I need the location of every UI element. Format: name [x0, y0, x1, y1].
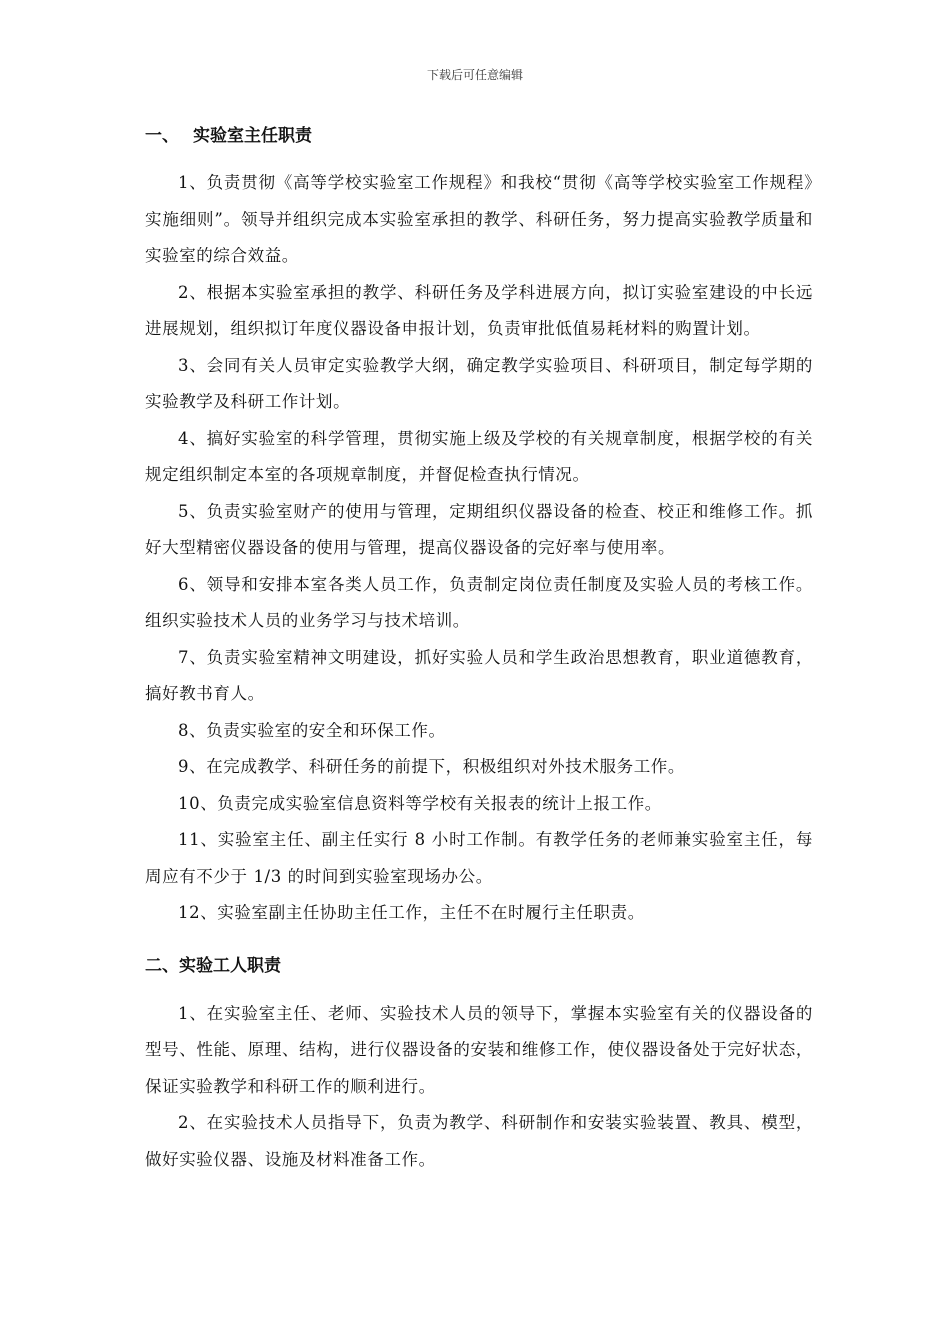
- paragraph: 2、在实验技术人员指导下，负责为教学、科研制作和安装实验装置、教具、模型，做好实验仪器、设施及材料准备工作。: [145, 1113, 813, 1169]
- section-title: 实验室主任职责: [193, 126, 312, 146]
- section-2-body: [145, 996, 813, 1179]
- section-number: 一、: [145, 126, 179, 146]
- section-title: 实验工人职责: [179, 955, 281, 976]
- paragraph: 11、实验室主任、副主任实行 8 小时工作制。有教学任务的老师兼实验室主任，每周应有不少于 1/3 的时间到实验室现场办公。: [145, 830, 813, 886]
- paragraph: 5、负责实验室财产的使用与管理，定期组织仪器设备的检查、校正和维修工作。抓好大型精密仪器设备的使用与管理，提高仪器设备的完好率与使用率。: [145, 501, 813, 557]
- document-body: [145, 118, 813, 1178]
- paragraph: 12、实验室副主任协助主任工作，主任不在时履行主任职责。: [178, 903, 645, 922]
- paragraph: 1、负责贯彻《高等学校实验室工作规程》和我校“贯彻《高等学校实验室工作规程》实施细则”。领导并组织完成本实验室承担的教学、科研任务，努力提高实验教学质量和实验室的综合效益。: [145, 173, 813, 265]
- section-1-body: [145, 165, 813, 932]
- paragraph: 9、在完成教学、科研任务的前提下，积极组织对外技术服务工作。: [178, 757, 685, 776]
- header-note: 下载后可任意编辑: [426, 68, 523, 82]
- paragraph: 3、会同有关人员审定实验教学大纲，确定教学实验项目、科研项目，制定每学期的实验教学及科研工作计划。: [145, 355, 813, 411]
- paragraph: 1、在实验室主任、老师、实验技术人员的领导下，掌握本实验室有关的仪器设备的型号、性能、原理、结构，进行仪器设备的安装和维修工作，使仪器设备处于完好状态，保证实验教学和科研工作的顺利进行。: [145, 1003, 813, 1096]
- paragraph: 8、负责实验室的安全和环保工作。: [178, 720, 446, 740]
- section-number: 二、: [145, 955, 179, 976]
- paragraph: 2、根据本实验室承担的教学、科研任务及学科进展方向，拟订实验室建设的中长远进展规划，组织拟订年度仪器设备申报计划，负责审批低值易耗材料的购置计划。: [145, 282, 813, 338]
- paragraph: 10、负责完成实验室信息资料等学校有关报表的统计上报工作。: [178, 793, 662, 813]
- paragraph: 7、负责实验室精神文明建设，抓好实验人员和学生政治思想教育，职业道德教育，搞好教书育人。: [145, 647, 813, 703]
- paragraph: 6、领导和安排本室各类人员工作，负责制定岗位责任制度及实验人员的考核工作。组织实验技术人员的业务学习与技术培训。: [145, 574, 813, 630]
- paragraph: 4、搞好实验室的科学管理，贯彻实施上级及学校的有关规章制度，根据学校的有关规定组织制定本室的各项规章制度，并督促检查执行情况。: [145, 428, 813, 484]
- section-heading-2: [145, 948, 813, 984]
- section-heading-1: [145, 118, 813, 154]
